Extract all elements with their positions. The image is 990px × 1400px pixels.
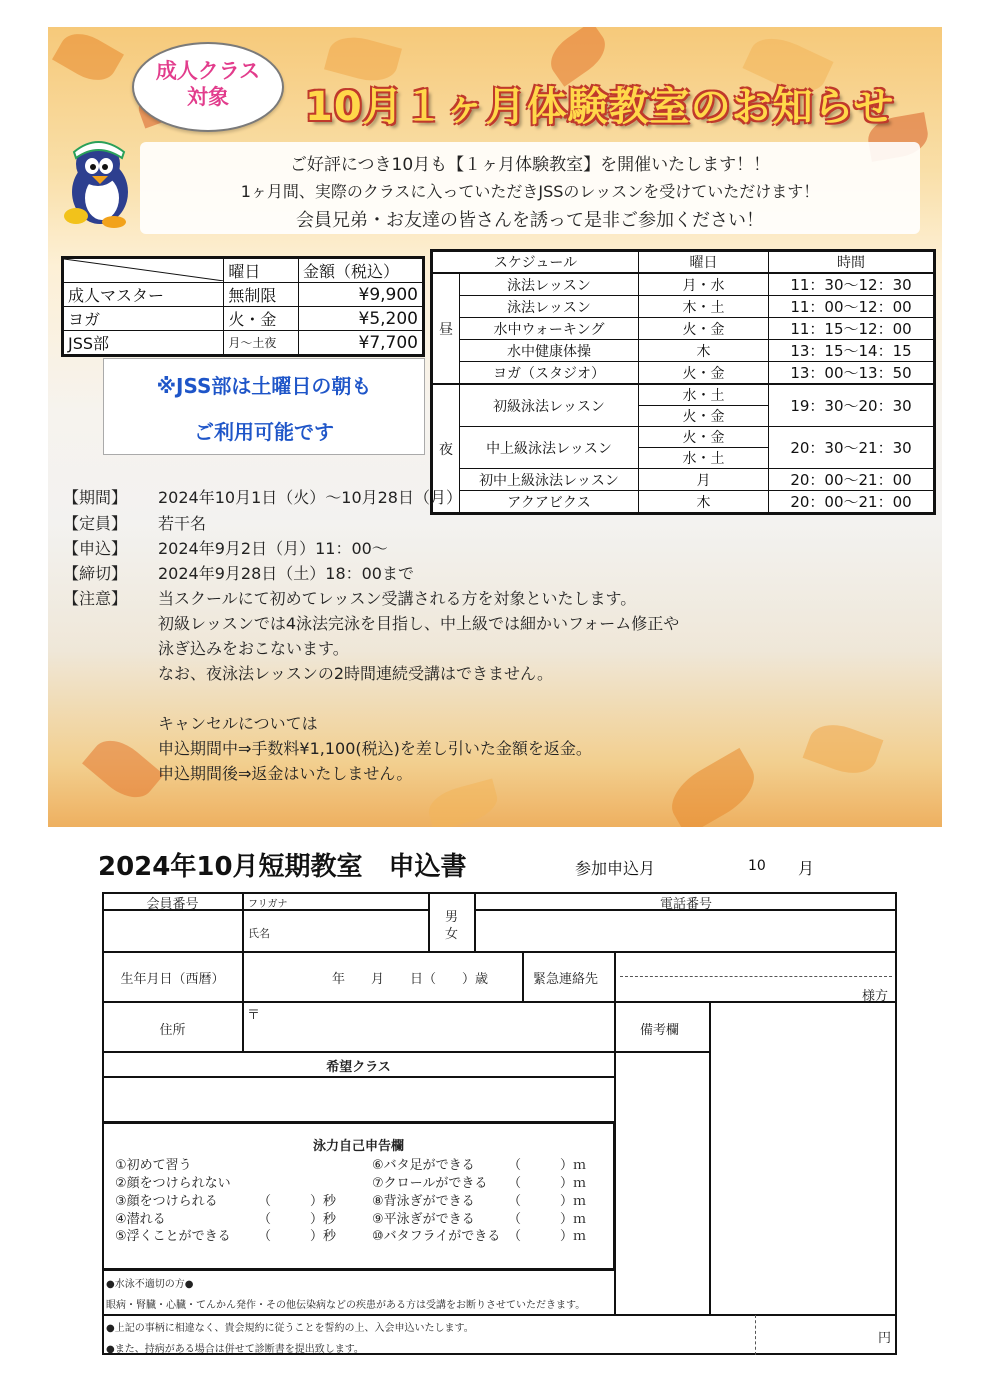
fee-divider — [755, 1315, 756, 1355]
schedule-row-days: 木 — [639, 340, 769, 362]
schedule-row-time: 13：00〜13：50 — [769, 362, 935, 385]
agreement-line2: ●また、持病がある場合は併せて診断書を提出致します。 — [106, 1344, 364, 1355]
schedule-row-time: 11：30〜12：30 — [769, 273, 935, 296]
swim-self-report-title: 泳力自己申告欄 — [312, 1139, 404, 1154]
unsuitable-text: 眼病・腎臓・心臓・てんかん発作・その他伝染病などの疾患がある方は受講をお断りさせていただきます。 — [106, 1300, 586, 1311]
postal-mark: 〒 — [247, 1008, 261, 1023]
detail-value: 当スクールにて初めてレッスン受講される方を対象といたします。 — [158, 589, 637, 608]
schedule-row-name: アクアビクス — [460, 491, 639, 514]
schedule-row-time: 11：15〜12：00 — [769, 318, 935, 340]
schedule-row-time: 19：30〜20：30 — [769, 384, 935, 427]
note-line: 申込期間後⇒返金はいたしません。 — [158, 764, 413, 783]
price-row-days: 無制限 — [224, 283, 299, 307]
schedule-night-label: 夜 — [432, 384, 460, 514]
jss-note-line1: ※JSS部は土曜日の朝も — [156, 374, 372, 398]
schedule-header-name: スケジュール — [432, 251, 639, 274]
schedule-row-days: 火・金 — [639, 406, 769, 427]
swim-item[interactable]: ①初めて習う — [115, 1158, 192, 1173]
gender-male: 男 — [445, 910, 459, 925]
swim-item[interactable]: ⑤浮くことができる — [115, 1229, 231, 1244]
swim-item[interactable]: ⑩バタフライができる — [372, 1229, 501, 1244]
swim-item-fill[interactable]: （ ）秒 — [258, 1194, 337, 1209]
detail-value: 若干名 — [158, 514, 207, 533]
schedule-row-time: 20：00〜21：00 — [769, 469, 935, 491]
schedule-row-days: 木 — [639, 491, 769, 514]
schedule-row-time: 20：00〜21：00 — [769, 491, 935, 514]
schedule-table — [430, 249, 936, 515]
remarks-side-area — [615, 1052, 710, 1315]
detail-label: 【注意】 — [63, 589, 128, 608]
yen-label: 円 — [878, 1331, 892, 1346]
swim-item[interactable]: ⑥バタ足ができる — [372, 1158, 475, 1173]
remarks-field[interactable] — [710, 1002, 897, 1315]
emergency-dashed-line — [620, 976, 892, 977]
intro-line-2: 1ヶ月間、実際のクラスに入っていただきJSSのレッスンを受けていただけます！ — [240, 182, 820, 201]
note-line: 泳ぎ込みをおこないます。 — [158, 639, 349, 658]
schedule-row-days: 木・土 — [639, 296, 769, 318]
badge-line2: 対象 — [187, 85, 229, 109]
schedule-row-days: 火・金 — [639, 318, 769, 340]
schedule-row-time: 11：00〜12：00 — [769, 296, 935, 318]
badge-line1: 成人クラス — [155, 59, 261, 83]
price-row-amount: ¥7,700 — [298, 331, 423, 356]
jss-note-line2: ご利用可能です — [194, 420, 334, 444]
schedule-row-name: 泳法レッスン — [460, 273, 639, 296]
schedule-row-name: ヨガ（スタジオ） — [460, 362, 639, 385]
price-row-name: JSS部 — [63, 331, 224, 356]
swim-item-fill[interactable]: （ ）ｍ — [508, 1229, 587, 1244]
price-table-corner — [63, 258, 224, 283]
member-no-label: 会員番号 — [146, 897, 199, 912]
schedule-row-days: 月 — [639, 469, 769, 491]
mascot-penguin-illustration — [52, 130, 142, 230]
address-field[interactable] — [243, 1002, 615, 1052]
price-header-amount: 金額（税込） — [298, 258, 423, 283]
swim-item[interactable]: ⑧背泳ぎができる — [372, 1194, 475, 1209]
detail-value: 2024年9月28日（土）18：00まで — [158, 564, 414, 583]
jss-note-box — [103, 358, 425, 455]
detail-value: 2024年9月2日（月）11：00〜 — [158, 539, 388, 558]
class-wish-field[interactable] — [102, 1077, 615, 1122]
schedule-row-days: 火・金 — [639, 427, 769, 448]
price-row-amount: ¥9,900 — [298, 283, 423, 307]
note-line: キャンセルについては — [158, 714, 318, 733]
swim-item[interactable]: ④潜れる — [115, 1212, 166, 1227]
schedule-header-days: 曜日 — [639, 251, 769, 274]
unsuitable-title: ●水泳不適切の方● — [106, 1279, 194, 1290]
price-table — [61, 256, 425, 357]
form-month-label: 参加申込月 — [575, 859, 656, 878]
address-label: 住所 — [159, 1023, 186, 1038]
swim-item[interactable]: ⑨平泳ぎができる — [372, 1212, 475, 1227]
price-row-days: 月〜土夜 — [224, 331, 299, 356]
swim-item-fill[interactable]: （ ）ｍ — [508, 1194, 587, 1209]
schedule-row-name: 水中ウォーキング — [460, 318, 639, 340]
schedule-row-name: 水中健康体操 — [460, 340, 639, 362]
birth-label: 生年月日（西暦） — [120, 972, 225, 987]
form-month-value[interactable]: 10 — [748, 858, 766, 874]
detail-label: 【定員】 — [63, 514, 128, 533]
member-no-field[interactable] — [102, 910, 243, 952]
page-title: 10月１ヶ月体験教室のお知らせ — [305, 84, 895, 130]
name-label: 氏名 — [248, 927, 270, 940]
note-line: 初級レッスンでは4泳法完泳を目指し、中上級では細かいフォーム修正や — [158, 614, 680, 633]
schedule-row-name: 中上級泳法レッスン — [460, 427, 639, 469]
target-badge-cloud — [132, 42, 284, 132]
note-line: 申込期間中⇒手数料¥1,100(税込)を差し引いた金額を返金。 — [158, 739, 592, 758]
detail-value: 2024年10月1日（火）〜10月28日（月） — [158, 488, 462, 507]
swim-item-fill[interactable]: （ ）ｍ — [508, 1212, 587, 1227]
sama-label: 様方 — [862, 989, 889, 1004]
form-month-unit: 月 — [798, 859, 815, 878]
detail-label: 【締切】 — [63, 564, 128, 583]
agreement-line1: ●上記の事柄に相違なく、貴会規約に従うことを誓約の上、入会申込いたします。 — [106, 1323, 474, 1334]
schedule-row-days: 水・土 — [639, 448, 769, 469]
price-row-name: 成人マスター — [63, 283, 224, 307]
remarks-label: 備考欄 — [640, 1023, 680, 1038]
schedule-header-time: 時間 — [769, 251, 935, 274]
birth-fields-text: 年 月 日（ ）歳 — [332, 972, 489, 987]
phone-field[interactable] — [475, 910, 897, 952]
note-line: なお、夜泳法レッスンの2時間連続受講はできません。 — [158, 664, 553, 683]
gender-female: 女 — [445, 927, 459, 942]
schedule-row-time: 20：30〜21：30 — [769, 427, 935, 469]
furigana-label: フリガナ — [248, 899, 288, 910]
schedule-row-days: 火・金 — [639, 362, 769, 385]
swim-item-fill[interactable]: （ ）秒 — [258, 1229, 337, 1244]
swim-item-fill[interactable]: （ ）ｍ — [508, 1176, 587, 1191]
swim-item-fill[interactable]: （ ）ｍ — [508, 1158, 587, 1173]
schedule-daytime-label: 昼 — [432, 273, 460, 384]
name-field[interactable] — [243, 910, 429, 952]
detail-label: 【期間】 — [63, 488, 128, 507]
schedule-row-name: 泳法レッスン — [460, 296, 639, 318]
swim-item[interactable]: ③顔をつけられる — [115, 1194, 218, 1209]
price-header-days: 曜日 — [224, 258, 299, 283]
schedule-row-time: 13：15〜14：15 — [769, 340, 935, 362]
detail-label: 【申込】 — [63, 539, 128, 558]
emergency-label: 緊急連絡先 — [533, 972, 599, 987]
intro-line-1: ご好評につき10月も【１ヶ月体験教室】を開催いたします！！ — [289, 155, 771, 175]
schedule-row-name: 初中上級泳法レッスン — [460, 469, 639, 491]
price-row-name: ヨガ — [63, 307, 224, 331]
intro-line-3: 会員兄弟・お友達の皆さんを誘って是非ご参加ください！ — [296, 210, 764, 231]
class-wish-label: 希望クラス — [326, 1060, 391, 1075]
emergency-field[interactable] — [615, 952, 897, 1002]
swim-item[interactable]: ②顔をつけられない — [115, 1176, 231, 1191]
schedule-row-days: 水・土 — [639, 384, 769, 406]
swim-item[interactable]: ⑦クロールができる — [372, 1176, 488, 1191]
form-title: 2024年10月短期教室 申込書 — [98, 852, 467, 882]
schedule-row-days: 月・水 — [639, 273, 769, 296]
price-row-amount: ¥5,200 — [298, 307, 423, 331]
phone-label: 電話番号 — [659, 897, 712, 912]
price-row-days: 火・金 — [224, 307, 299, 331]
schedule-row-name: 初級泳法レッスン — [460, 384, 639, 427]
swim-item-fill[interactable]: （ ）秒 — [258, 1212, 337, 1227]
